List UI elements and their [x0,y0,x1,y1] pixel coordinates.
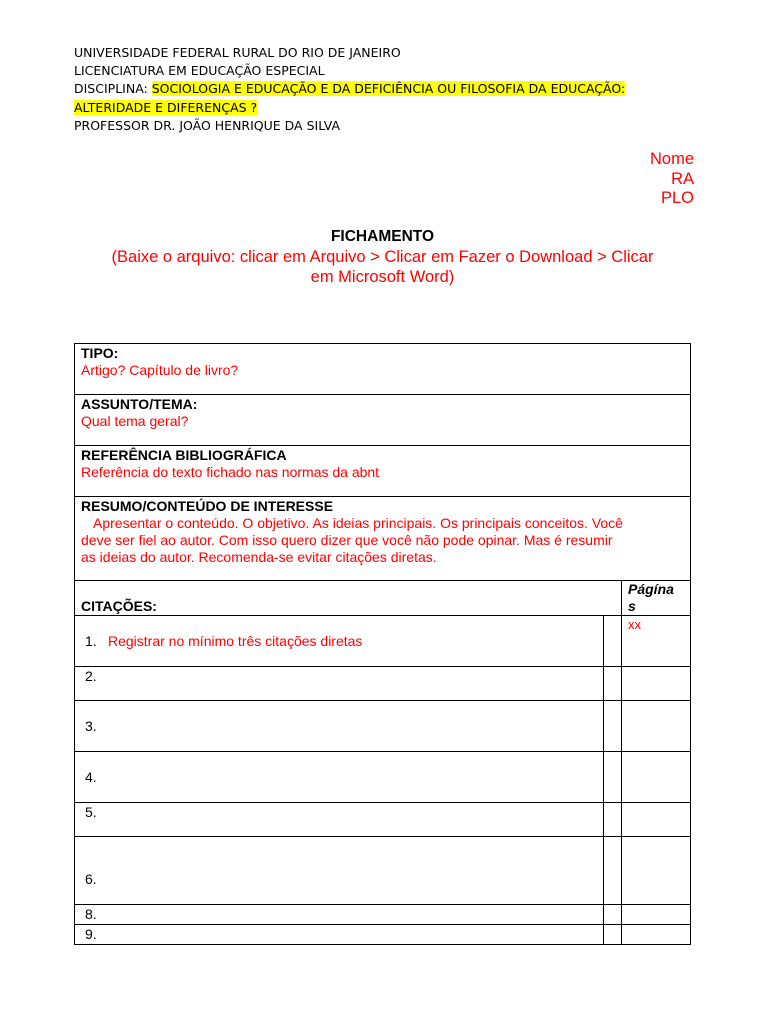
citation-separator [603,803,604,836]
citation-row[interactable] [74,904,691,924]
citation-row[interactable] [74,836,691,904]
pages-column-header [628,581,688,615]
citation-text[interactable]: Registrar no mínimo três citações diretas [108,633,363,649]
student-ra-field[interactable]: RA [671,169,694,188]
download-instructions [74,248,691,287]
discipline-name-part1: SOCIOLOGIA E EDUCAÇÃO E DA DEFICIÊNCIA OU FILOSOFIA DA EDUCAÇÃO: [151,81,626,97]
citation-separator [603,925,604,944]
resumo-hint [81,515,684,566]
resumo-hint-line-2: deve ser fiel ao autor. Com isso quero dizer que você não pode opinar. Mas é resumir [81,532,613,548]
citation-separator [603,837,604,904]
citation-page[interactable]: xx [628,617,641,632]
citation-page-divider [621,925,622,944]
referencia-hint: Referência do texto fichado nas normas da abnt [81,464,380,480]
tipo-hint: Artigo? Capítulo de livro? [81,362,239,378]
citation-separator [603,905,604,924]
citation-page-divider [621,616,622,666]
citation-number: 6. [85,871,97,887]
discipline-line [74,80,674,98]
citation-separator [603,616,604,666]
discipline-name-part2: ALTERIDADE E DIFERENÇAS ? [74,99,258,115]
student-plo-field[interactable]: PLO [660,189,694,207]
instructions-line-2: em Microsoft Word) [310,267,455,286]
citation-separator [603,667,604,700]
citation-row[interactable] [74,666,691,700]
assunto-label: ASSUNTO/TEMA: [81,396,198,412]
professor-name: PROFESSOR DR. JOÃO HENRIQUE DA SILVA [74,117,341,133]
citation-separator [603,701,604,751]
resumo-hint-line-3: as ideias do autor. Recomenda-se evitar citações diretas. [81,549,437,565]
pages-label-line-1: Págína [628,581,674,597]
pages-label-line-2: s [628,598,636,614]
referencia-label: REFERÊNCIA BIBLIOGRÁFICA [81,447,287,463]
citation-row[interactable] [74,924,691,944]
citation-number: 9. [85,926,97,942]
discipline-prefix: DISCIPLINA: [74,81,152,97]
citation-row[interactable] [74,751,691,802]
tipo-label: TIPO: [81,345,119,361]
citation-page-divider [621,837,622,904]
citation-page-divider [621,803,622,836]
document-title: FICHAMENTO [330,228,435,245]
resumo-label: RESUMO/CONTEÚDO DE INTERESSE [81,498,334,514]
citation-page-divider [621,701,622,751]
document-header [74,44,674,135]
table-bottom-border [74,944,691,945]
university-name: UNIVERSIDADE FEDERAL RURAL DO RIO DE JANEIRO [74,45,401,60]
section-referencia[interactable] [74,445,691,497]
citation-row[interactable] [74,802,691,836]
citation-number: 1. [85,633,97,649]
citation-number: 8. [85,906,97,922]
assunto-hint: Qual tema geral? [81,413,189,429]
citation-page-divider [621,905,622,924]
citacoes-label: CITAÇÕES: [81,598,157,614]
citation-number: 4. [85,769,97,785]
student-name-field[interactable]: Nome [649,150,694,168]
citation-page-divider [621,667,622,700]
citation-number: 3. [85,718,97,734]
citacoes-header [74,580,691,615]
citation-row[interactable] [74,700,691,751]
citation-page-divider [621,752,622,802]
section-resumo[interactable] [74,496,691,581]
citation-separator [603,752,604,802]
pages-column-divider [621,581,622,616]
resumo-hint-line-1: Apresentar o conteúdo. O objetivo. As ideias principais. Os principais conceitos. Você [93,515,623,531]
instructions-line-1: (Baixe o arquivo: clicar em Arquivo > Clicar em Fazer o Download > Clicar [111,248,654,266]
student-info [650,150,694,209]
section-assunto[interactable] [74,394,691,446]
citation-number: 5. [85,804,97,820]
citation-row[interactable] [74,615,691,666]
citation-number: 2. [85,668,97,684]
course-name: LICENCIATURA EM EDUCAÇÃO ESPECIAL [74,63,325,79]
discipline-line-2 [74,99,674,117]
section-tipo[interactable] [74,343,691,395]
